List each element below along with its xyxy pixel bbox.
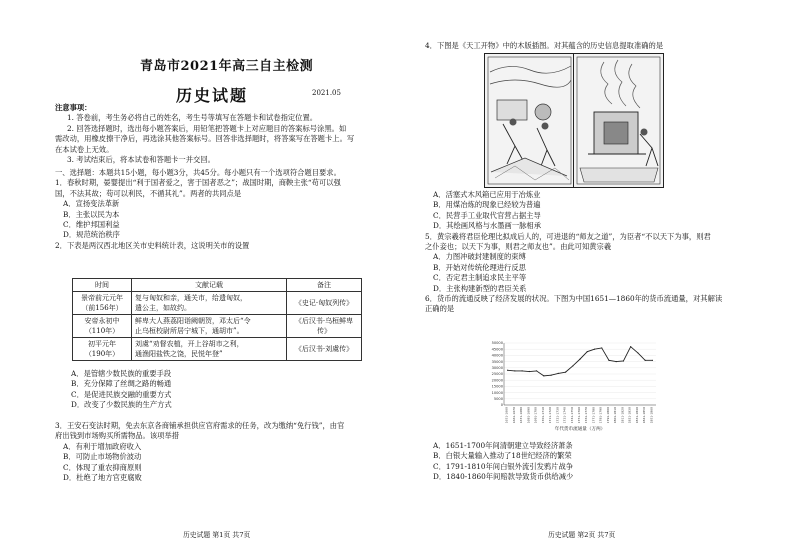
question-stem: 之仆妾也；以天下为事，则君之师友也”。由此可知黄宗羲: [425, 242, 612, 252]
option-a[interactable]: A．是管辖少数民族的重要手段: [71, 369, 172, 378]
option-b[interactable]: B．主张以民为本: [63, 209, 120, 219]
cell-note: 《史记·匈奴列传》: [287, 292, 362, 315]
y-tick-label: 15000: [491, 384, 503, 389]
woodcut-illustration-left: [484, 53, 575, 188]
data-point: [623, 360, 624, 361]
y-tick-label: 10000: [491, 390, 503, 395]
data-point: [645, 360, 646, 361]
data-point: [652, 360, 653, 361]
x-tick-label: 1711-1720: [548, 407, 553, 424]
option-c[interactable]: C．1791-1810年间白银外流引发鸦片战争: [433, 461, 574, 471]
note-line: 2. 回答选择题时，选出每小题答案后，用铅笔把答题卡上对应题目的答案标号涂黑。如: [67, 123, 347, 133]
x-tick-label: 1731-1740: [562, 407, 567, 424]
x-tick-label: 1801-1810: [613, 407, 618, 424]
option-c[interactable]: C．是促进民族交融的重要方式: [71, 389, 172, 399]
question-block-2: [63, 369, 172, 411]
table-row: [73, 315, 362, 338]
x-tick-label: 1811-1820: [620, 407, 625, 424]
question-stem: 国，不法其故；苟可以利民，不循其礼”。两者的共同点是: [55, 188, 242, 198]
question-stem: 1．春秋时期，晏婴提出“利于国者爱之，害于国者恶之”；战国时期，商鞅主张“苟可以强: [55, 178, 341, 188]
option-d[interactable]: D．规范统治秩序: [63, 230, 120, 240]
question-stem: 府出钱到市场购买所需物品。该项举措: [55, 431, 180, 441]
cell-record: 遣公主，如故约。: [135, 304, 191, 312]
exam-title: 青岛市2021年高三自主检测: [140, 59, 314, 74]
note-line: 1. 答卷前，考生务必将自己的姓名，考生号等填写在答题卡和试卷指定位置。: [67, 113, 318, 123]
data-point: [601, 347, 602, 348]
option-c[interactable]: C．否定君主制追求民主平等: [433, 273, 527, 283]
option-a[interactable]: A．宣扬变法革新: [63, 199, 120, 209]
y-tick-label: 5000: [493, 397, 503, 401]
data-point: [608, 360, 609, 361]
data-point: [521, 370, 522, 371]
notes-block: [55, 103, 354, 165]
question-block-3: [55, 421, 344, 483]
data-point: [550, 375, 551, 376]
question-stem: 2．下表是两汉西北地区关市史料统计表，这说明关市的设置: [55, 240, 250, 250]
y-tick-label: 25000: [491, 372, 503, 377]
option-d[interactable]: D．其绘画风格与水墨画一脉相承: [433, 221, 542, 231]
section-heading: 一、选择题：本题共15小题，每小题3分，共45分。每小题只有一个选项符合题目要求。: [55, 168, 341, 177]
data-point: [594, 349, 595, 350]
data-point: [514, 370, 515, 371]
table-header-row: [73, 279, 362, 292]
x-tick-label: 1741-1750: [569, 407, 574, 424]
x-tick-label: 1791-1800: [605, 407, 610, 424]
option-a[interactable]: A．活塞式木风箱已应用于冶炼业: [433, 190, 541, 199]
question-stem: 3．王安石变法时期，免去东京各商铺承担供应官府需求的任务，改为缴纳“免行钱”，由官: [55, 421, 345, 430]
data-point: [572, 365, 573, 366]
option-d[interactable]: D．1840-1860年间赔款导致货币供给减少: [433, 472, 574, 482]
x-tick-label: 1681-1690: [526, 407, 531, 424]
option-a[interactable]: A．1651-1700年间清朝建立导致经济萧条: [433, 441, 573, 450]
cell-record: 止乌桓校尉所居宁城下，通胡市”。: [135, 327, 244, 335]
y-tick-label: 20000: [491, 378, 503, 383]
question-stem: 6．货币的流通反映了经济发展的状况。下图为中国1651—1860年的货币流通量，对其解读: [425, 294, 723, 304]
table-header: 备注: [287, 279, 362, 292]
x-tick-label: 1761-1770: [584, 407, 589, 424]
subject-title: 历史试题: [176, 86, 249, 105]
option-c[interactable]: C．维护邦国利益: [63, 220, 120, 230]
x-tick-label: 1831-1840: [634, 407, 639, 424]
option-d[interactable]: D．改变了少数民族的生产方式: [71, 400, 172, 410]
money-circulation-chart: [484, 337, 660, 436]
option-b[interactable]: B．开始对传统伦理进行反思: [433, 262, 526, 272]
x-tick-label: 1671-1680: [519, 407, 524, 424]
x-tick-label: 1721-1730: [555, 407, 560, 424]
option-d[interactable]: D．杜绝了地方官吏腐败: [63, 473, 142, 483]
data-point: [529, 371, 530, 372]
data-point: [536, 370, 537, 371]
y-tick-label: 0: [500, 403, 503, 408]
cell-time: （110年）: [84, 327, 120, 335]
question-block-1: [55, 168, 341, 251]
cell-record: 通渔阳盐铁之饶，民悦年登”: [135, 350, 223, 358]
data-point: [579, 359, 580, 360]
data-point: [543, 375, 544, 376]
option-a[interactable]: A．有利于增加政府收入: [63, 441, 142, 451]
y-tick-label: 50000: [491, 341, 503, 346]
data-point: [616, 361, 617, 362]
x-tick-label: 1751-1760: [577, 407, 581, 424]
option-a[interactable]: A．力图冲破封建制度的束缚: [433, 252, 526, 262]
table-header: 文献记载: [132, 279, 287, 292]
money-circulation-chart-svg: [484, 337, 660, 432]
exam-date: 2021.05: [312, 89, 341, 97]
y-tick-label: 30000: [491, 366, 503, 370]
question-block-4: [425, 190, 722, 315]
data-point: [587, 351, 588, 352]
option-b[interactable]: B．充分保障了丝绸之路的畅通: [71, 379, 172, 389]
option-b[interactable]: B．用煤冶炼的现象已经较为普遍: [433, 200, 541, 210]
page-footer-right: 历史试题 第2页 共7页: [548, 531, 616, 539]
y-tick-label: 40000: [491, 353, 503, 358]
source-table: [72, 278, 362, 361]
table-header: 时间: [73, 279, 132, 292]
option-d[interactable]: D．主张构建新型的君臣关系: [433, 283, 527, 293]
table-row: [73, 292, 362, 315]
data-point: [637, 352, 638, 353]
cell-time: 初平元年: [88, 340, 116, 348]
x-tick-label: 1771-1780: [591, 407, 596, 424]
data-point: [507, 370, 508, 371]
note-line: 需改动，用橡皮擦干净后，再选涂其他答案标号。回答非选择题时，将答案写在答题卡上。写: [55, 134, 355, 144]
x-axis-label: 年代货币流通量（万两）: [554, 427, 606, 432]
note-line: 3. 考试结束后，将本试卷和答题卡一并交回。: [67, 155, 215, 165]
question-stem: 5．黄宗羲将君臣伦理比拟成后人的，可进退的“师友之道”，为臣者“不以天下为事，则君: [425, 231, 711, 241]
woodcut-illustration-right: [573, 53, 664, 188]
option-c[interactable]: C．民营手工业取代官营占据主导: [433, 210, 541, 220]
x-tick-label: 1781-1790: [598, 407, 603, 424]
x-tick-label: 1851-1860: [649, 407, 654, 424]
x-tick-label: 1661-1670: [511, 407, 516, 424]
x-tick-label: 1651-1660: [504, 407, 509, 424]
cell-time: （190年）: [84, 350, 120, 358]
data-point: [558, 373, 559, 374]
y-tick-label: 35000: [491, 359, 503, 364]
data-point: [630, 346, 631, 347]
cell-time: （前156年）: [81, 304, 123, 312]
cell-record: 鲜卑大人燕荔阳诣阙朝贺，邓太后“令: [135, 317, 251, 325]
cell-note: 《后汉书·乌桓鲜卑传》: [287, 315, 362, 338]
cell-time: 景帝前元元年: [81, 294, 123, 302]
option-b[interactable]: B．可防止市场物价波动: [63, 452, 142, 462]
cell-record: 复与匈奴和亲，通关市，给遗匈奴，: [135, 294, 247, 302]
x-tick-label: 1691-1700: [533, 407, 538, 424]
x-tick-label: 1841-1850: [642, 407, 647, 424]
question-stem: 正确的是: [425, 304, 455, 314]
question-stem: 4．下图是《天工开物》中的木版插图。对其蕴含的历史信息提取准确的是: [425, 41, 664, 50]
page-footer-left: 历史试题 第1页 共7页: [183, 531, 251, 539]
note-line: 在本试卷上无效。: [55, 144, 114, 154]
x-tick-label: 1701-1710: [540, 407, 545, 424]
cell-record: 刘虞“劝督农植，开上谷胡市之利，: [135, 340, 244, 348]
notes-heading: 注意事项：: [55, 103, 92, 112]
option-c[interactable]: C．体现了重农抑商原则: [63, 462, 142, 472]
cell-time: 安帝永初中: [84, 317, 120, 325]
cell-note: 《后汉书·刘虞传》: [287, 338, 362, 361]
y-tick-label: 45000: [491, 347, 503, 352]
option-b[interactable]: B．白银大量输入推动了18世纪经济的繁荣: [433, 451, 572, 461]
table-row: [73, 338, 362, 361]
question-block-6: [425, 441, 573, 483]
x-tick-label: 1821-1830: [627, 407, 632, 424]
data-point: [565, 372, 566, 373]
